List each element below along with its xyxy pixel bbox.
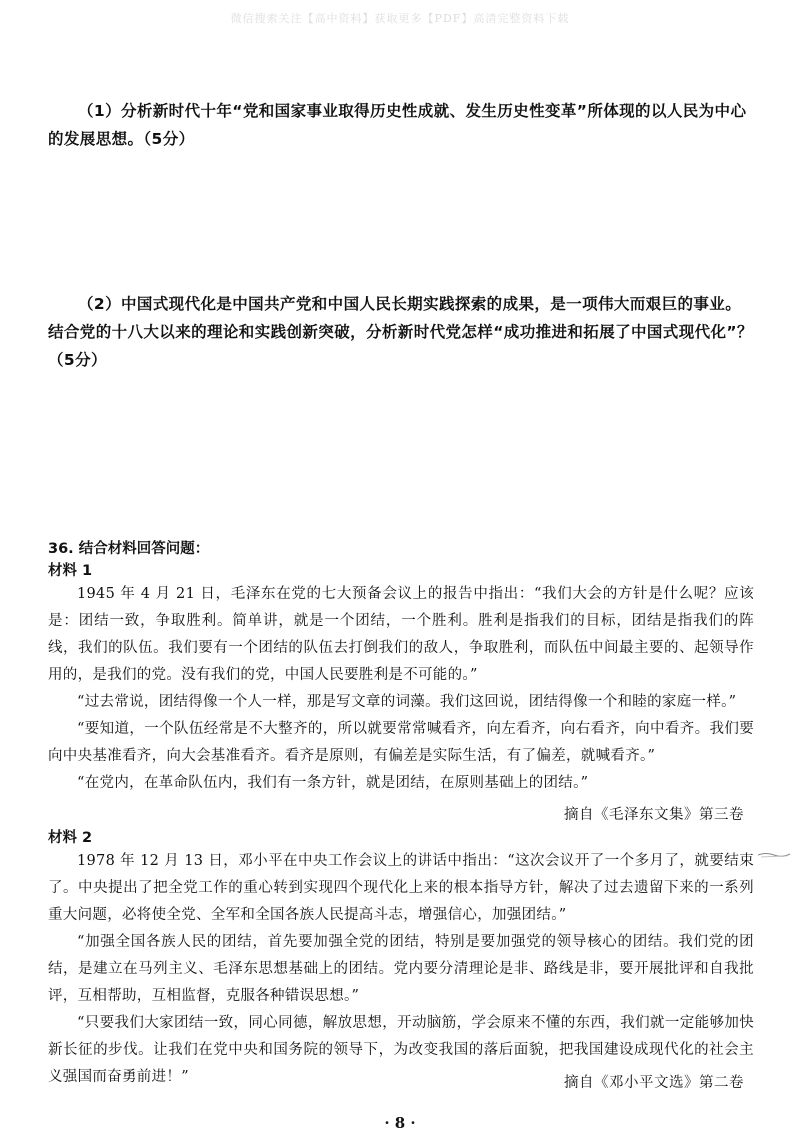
material-1-paragraph: 1945 年 4 月 21 日，毛泽东在党的七大预备会议上的报告中指出：“我们大会的方针是什么呢？应该是：团结一致，争取胜利。简单讲，就是一个团结，一个胜利。胜利是指我们的目标，团结是指我们的阵线，我们的队伍。我们要有一个团结的队伍去打倒我们的敌人，争取胜利，而队伍中间最主要的、起领导作用的，是我们的党。没有我们的党，中国人民要胜利是不可能的。” bbox=[48, 586, 754, 683]
material-2-label: 材料 2 bbox=[48, 830, 93, 846]
margin-scan-mark bbox=[757, 850, 791, 860]
question-2-text: （2）中国式现代化是中国共产党和中国人民长期实践探索的成果，是一项伟大而艰巨的事业。结合党的十八大以来的理论和实践创新突破，分析新时代党怎样“成功推进和拓展了中国式现代化”？（5分） bbox=[48, 295, 753, 369]
material-1-paragraph: “过去常说，团结得像一个人一样，那是写文章的词藻。我们这回说，团结得像一个和睦的家庭一样。” bbox=[77, 694, 737, 710]
material-2-paragraph: 1978 年 12 月 13 日，邓小平在中央工作会议上的讲话中指出：“这次会议开了一个多月了，就要结束了。中央提出了把全党工作的重心转到实现四个现代化上来的根本指导方针，解决了过去遗留下来的一系列重大问题，必将使全党、全军和全国各族人民提高斗志，增强信心，加强团结。” bbox=[48, 853, 754, 923]
material-2-source: 摘自《邓小平文选》第二卷 bbox=[564, 1075, 744, 1091]
material-1-body bbox=[48, 581, 754, 797]
material-2-paragraph: “只要我们大家团结一致，同心同德，解放思想，开动脑筋，学会原来不懂的东西，我们就一定能够加快新长征的步伐。让我们在党中央和国务院的领导下，为改变我国的落后面貌，把我国建设成现代化的社会主义强国而奋勇前进！” bbox=[48, 1015, 754, 1085]
question-1-text: （1）分析新时代十年“党和国家事业取得历史性成就、发生历史性变革”所体现的以人民为中心的发展思想。（5分） bbox=[48, 102, 747, 148]
question-36-heading: 36. 结合材料回答问题： bbox=[48, 541, 210, 557]
material-2-body bbox=[48, 848, 754, 1091]
material-1-paragraph: “在党内，在革命队伍内，我们有一条方针，就是团结，在原则基础上的团结。” bbox=[77, 775, 589, 791]
page-number: · 8 · bbox=[384, 1114, 416, 1132]
question-1 bbox=[48, 97, 754, 153]
watermark: 微信搜索关注【高中资料】获取更多【PDF】高清完整资料下载 bbox=[230, 12, 570, 25]
material-1-source: 摘自《毛泽东文集》第三卷 bbox=[564, 807, 744, 823]
material-2-paragraph: “加强全国各族人民的团结，首先要加强全党的团结，特别是要加强党的领导核心的团结。我们党的团结，是建立在马列主义、毛泽东思想基础上的团结。党内要分清理论是非、路线是非，要开展批评和自我批评，互相帮助，互相监督，克服各种错误思想。” bbox=[48, 934, 754, 1004]
material-1-paragraph: “要知道，一个队伍经常是不大整齐的，所以就要常常喊看齐，向左看齐，向右看齐，向中看齐。我们要向中央基准看齐，向大会基准看齐。看齐是原则，有偏差是实际生活，有了偏差，就喊看齐。” bbox=[48, 721, 754, 764]
material-1-label: 材料 1 bbox=[48, 563, 93, 579]
question-2 bbox=[48, 290, 754, 374]
